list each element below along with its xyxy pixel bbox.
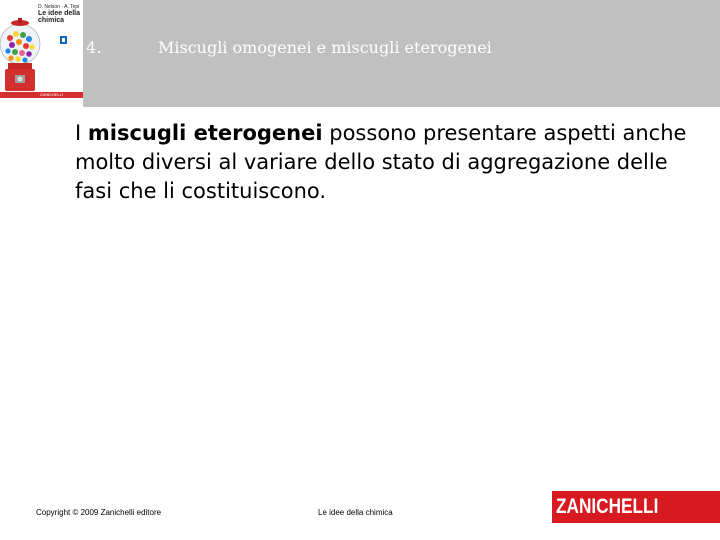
book-cover-publisher: ZANICHELLI <box>40 92 64 97</box>
publisher-logo-text: ZANICHELLI <box>556 495 659 518</box>
body-rest: possono presentare aspetti anche molto diversi al variare dello stato di aggregazione delle fasi che li costituiscono. <box>75 121 687 203</box>
book-cover-title-line1: Le idee della <box>38 10 81 17</box>
section-title: Miscugli omogenei e miscugli eterogenei <box>158 38 492 57</box>
book-cover-title-line2: chimica <box>38 17 65 24</box>
footer-copyright: Copyright © 2009 Zanichelli editore <box>36 508 162 517</box>
book-cover-image <box>0 0 83 107</box>
section-number: 4. <box>86 38 103 57</box>
book-cover-text <box>38 4 82 24</box>
body-paragraph <box>75 119 705 206</box>
book-cover-authors: D. Nelson · A. Tepi <box>38 4 80 10</box>
footer-book-title: Le idee della chimica <box>318 508 393 517</box>
body-prefix: I <box>75 121 88 145</box>
body-bold-term: miscugli eterogenei <box>87 121 323 145</box>
